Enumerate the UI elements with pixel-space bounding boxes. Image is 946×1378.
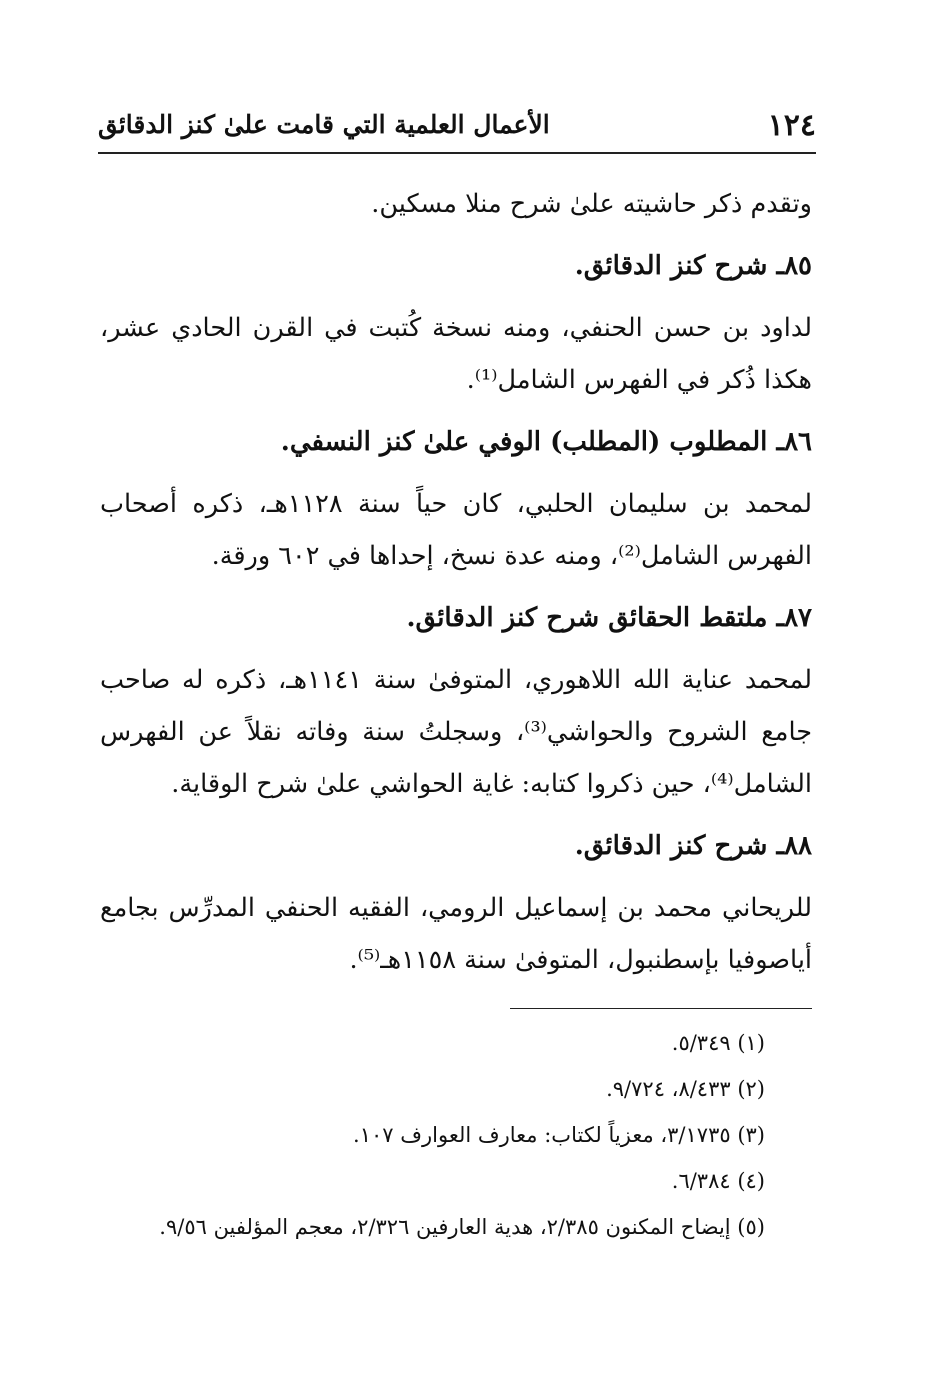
entry-text-88: للريحاني محمد بن إسماعيل الرومي، الفقيه الحنفي المدرِّس بجامع أياصوفيا بإسطنبول، المتوفىٰ سنة ١١٥٨هـ⁽⁵⁾. [100,893,812,975]
entry-title-85: ٨٥ـ شرح كنز الدقائق. [574,251,812,281]
footnote-2: (٢) ٨/٤٣٣، ٩/٧٢٤. [606,1077,765,1101]
footnote-5: (٥) إيضاح المكنون ٢/٣٨٥، هدية العارفين ٢/٣٢٦، معجم المؤلفين ٩/٥٦. [159,1215,765,1239]
footnote-separator [510,1008,812,1009]
page-number: ١٢٤ [767,108,816,143]
footnote-1: (١) ٥/٣٤٩. [671,1031,765,1055]
entry-text-87: لمحمد عناية الله اللاهوري، المتوفىٰ سنة ١١٤١هـ، ذكره له صاحب جامع الشروح والحواشي⁽³⁾، وسجلتُ سنة وفاته نقلاً عن الفهرس الشامل⁽⁴⁾، حين ذكروا كتابه: غاية الحواشي علىٰ شرح الوقاية. [100,665,812,799]
intro-paragraph: وتقدم ذكر حاشيته علىٰ شرح منلا مسكين. [371,189,812,219]
page-header [98,104,816,154]
entry-title-87: ٨٧ـ ملتقط الحقائق شرح كنز الدقائق. [406,603,812,633]
running-title: الأعمال العلمية التي قامت علىٰ كنز الدقائق [98,110,550,139]
entry-title-88: ٨٨ـ شرح كنز الدقائق. [574,831,812,861]
entry-text-86: لمحمد بن سليمان الحلبي، كان حياً سنة ١١٢٨هـ، ذكره أصحاب الفهرس الشامل⁽²⁾، ومنه عدة نسخ، إحداها في ٦٠٢ ورقة. [100,489,812,571]
main-text [100,178,812,996]
footnote-4: (٤) ٦/٣٨٤. [671,1169,765,1193]
footnotes [100,1020,765,1250]
entry-text-85: لداود بن حسن الحنفي، ومنه نسخة كُتبت في القرن الحادي عشر، هكذا ذُكر في الفهرس الشامل⁽¹⁾. [100,313,812,395]
footnote-3: (٣) ٣/١٧٣٥، معزياً لكتاب: معارف العوارف ١٠٧. [353,1123,765,1147]
entry-title-86: ٨٦ـ المطلوب (المطلب) الوفي علىٰ كنز النسفي. [280,427,812,457]
